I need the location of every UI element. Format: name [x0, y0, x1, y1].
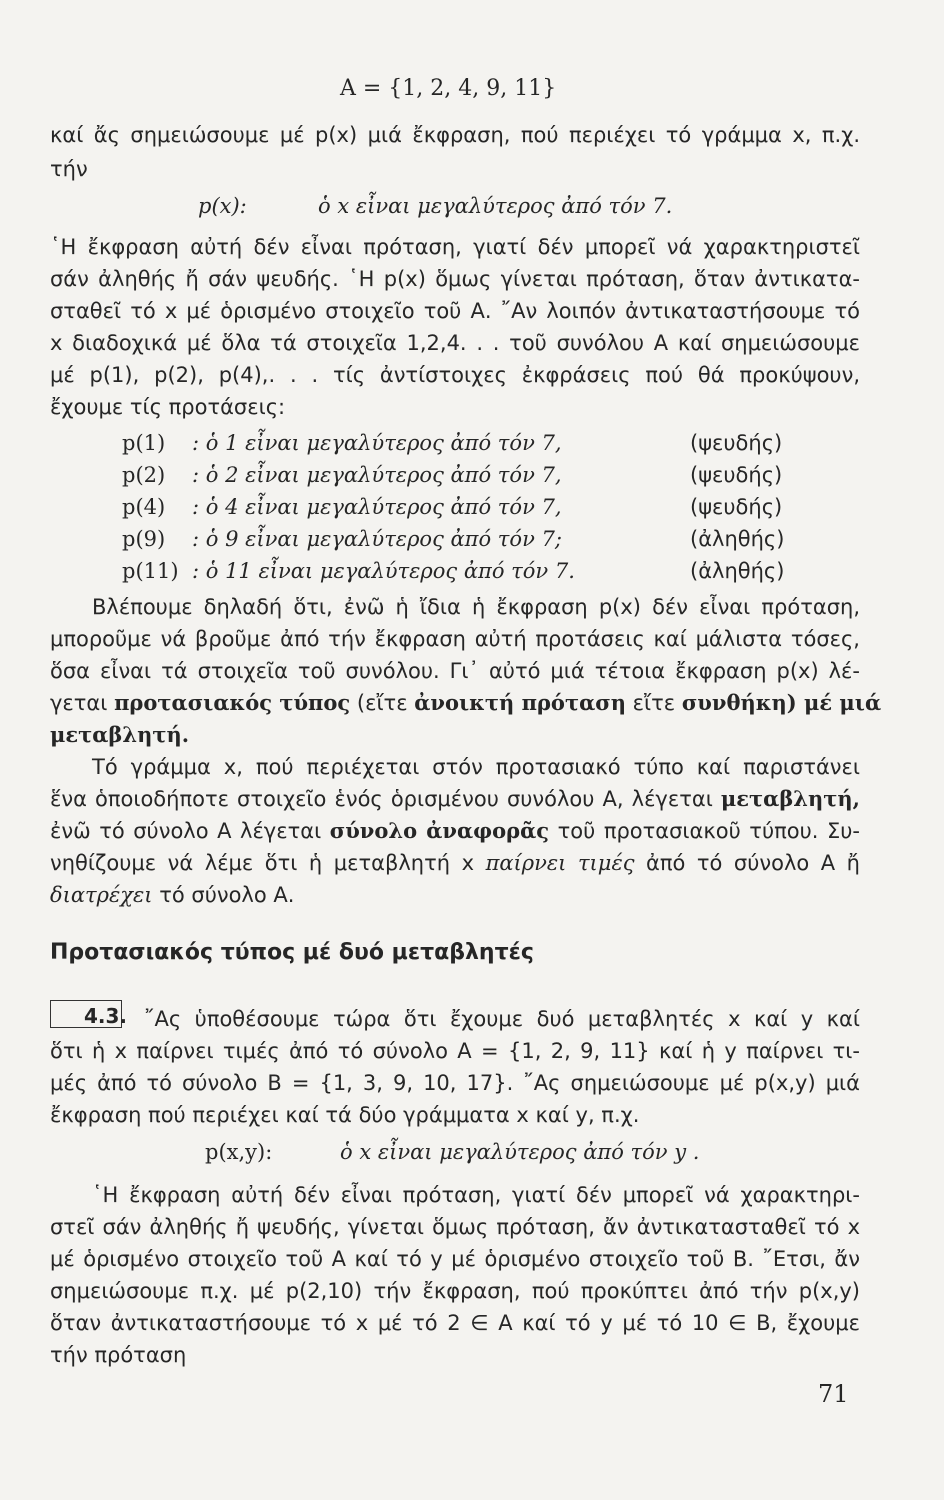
proposition-label: p(1) [122, 431, 166, 455]
term-variable: μεταβλητή, [720, 786, 860, 811]
expression-label: p(x): [198, 194, 247, 218]
text-span: εἴτε [632, 691, 676, 715]
term-variable: μεταβλητή. [50, 722, 190, 747]
text-span: γεται [50, 691, 108, 715]
paragraph-line: x διαδοχικά μέ ὅλα τά στοιχεῖα 1,2,4. . . τοῦ συνόλου Α καί σημειώσουμε [50, 331, 860, 355]
text-span: ἀπό τό σύνολο Α ἤ [646, 851, 860, 875]
paragraph-line: μέ ὁρισμένο στοιχεῖο τοῦ A καί τό y μέ ὁρισμένο στοιχεῖο τοῦ Β. ῎Ετσι, ἄν [50, 1247, 860, 1271]
paragraph-line: Βλέπουμε δηλαδή ὅτι, ἐνῶ ἡ ἴδια ἡ ἔκφραση p(x) δέν εἶναι πρόταση, [92, 595, 860, 619]
proposition-text: : ὁ 4 εἶναι μεγαλύτερος ἀπό τόν 7, [192, 495, 562, 519]
text-span: τοῦ προτασιακοῦ τύπου. Συ- [557, 819, 860, 843]
paragraph-line: ὅτι ἡ x παίρνει τιμές ἀπό τό σύνολο A = {1, 2, 9, 11} καί ἡ y παίρνει τι- [50, 1039, 860, 1063]
proposition-label: p(2) [122, 463, 166, 487]
proposition-label: p(9) [122, 527, 166, 551]
paragraph-line: ῾Η ἔκφραση αὐτή δέν εἶναι πρόταση, γιατί δέν μπορεῖ νά χαρακτηρι- [92, 1183, 860, 1207]
paragraph-line [50, 880, 294, 910]
truth-value: (ἀληθής) [690, 527, 785, 551]
paragraph-line: ῎Ας ὑποθέσουμε τώρα ὅτι ἔχουμε δυό μεταβλητές x καί y καί [144, 1007, 860, 1031]
paragraph-line: τήν πρόταση [50, 1343, 187, 1367]
expression-label: p(x,y): [205, 1140, 273, 1164]
paragraph-line: σταθεῖ τό x μέ ὁρισμένο στοιχεῖο τοῦ Α. ῎Αν λοιπόν ἀντικαταστήσουμε τό [50, 299, 860, 323]
proposition-label: p(4) [122, 495, 166, 519]
text-span: (εἴτε [356, 691, 408, 715]
paragraph-line: ὅταν ἀντικαταστήσουμε τό x μέ τό 2 ∈ A καί τό y μέ τό 10 ∈ B, ἔχουμε [50, 1311, 860, 1335]
paragraph-line: σάν ἀληθής ἤ σάν ψευδής. ῾Η p(x) ὅμως γίνεται πρόταση, ὅταν ἀντικατα- [50, 267, 860, 291]
truth-value: (ψευδής) [690, 495, 783, 519]
paragraph-line: ἔκφραση πού περιέχει καί τά δύο γράμματα x καί y, π.χ. [50, 1103, 640, 1127]
truth-value: (ψευδής) [690, 431, 783, 455]
proposition-text: : ὁ 9 εἶναι μεγαλύτερος ἀπό τόν 7; [192, 527, 562, 551]
paragraph-line: στεῖ σάν ἀληθής ἤ ψευδής, γίνεται ὅμως πρόταση, ἄν ἀντικατασταθεῖ τό x [50, 1215, 860, 1239]
italic-phrase: παίρνει τιμές [485, 851, 635, 875]
paragraph-line [50, 848, 860, 878]
truth-value: (ἀληθής) [690, 559, 785, 583]
paragraph-line: μέ p(1), p(2), p(4),. . . τίς ἀντίστοιχες ἐκφράσεις πού θά προκύψουν, [50, 363, 860, 387]
paragraph-line [50, 688, 882, 718]
paragraph-line: ὅσα εἶναι τά στοιχεῖα τοῦ συνόλου. Γι᾽ αὐτό μιά τέτοια ἔκφραση p(x) λέ- [50, 659, 860, 683]
proposition-label: p(11) [122, 559, 179, 583]
proposition-text: : ὁ 1 εἶναι μεγαλύτερος ἀπό τόν 7, [192, 431, 562, 455]
paragraph-line: μποροῦμε νά βροῦμε ἀπό τήν ἔκφραση αὐτή προτάσεις καί μάλιστα τόσες, [50, 627, 860, 651]
text-span: νηθίζουμε νά λέμε ὅτι ἡ μεταβλητή x [50, 851, 475, 875]
paragraph-line [50, 784, 860, 814]
set-definition: A = {1, 2, 4, 9, 11} [340, 76, 557, 101]
paragraph-line: μές ἀπό τό σύνολο B = {1, 3, 9, 10, 17}. ῎Ας σημειώσουμε μέ p(x,y) μιά [50, 1071, 860, 1095]
proposition-text: : ὁ 2 εἶναι μεγαλύτερος ἀπό τόν 7, [192, 463, 562, 487]
text-span: τό σύνολο Α. [159, 883, 295, 907]
text-span: ἐνῶ τό σύνολο Α λέγεται [50, 819, 322, 843]
expression-text: ὁ x εἶναι μεγαλύτερος ἀπό τόν 7. [318, 194, 673, 218]
paragraph-line: ἔχουμε τίς προτάσεις: [50, 395, 286, 419]
term-condition: συνθήκη) μέ μιά [681, 690, 882, 715]
term-reference-set: σύνολο ἀναφορᾶς [329, 818, 550, 843]
paragraph-line: σημειώσουμε π.χ. μέ p(2,10) τήν ἔκφραση, πού προκύπτει ἀπό τήν p(x,y) [50, 1279, 860, 1303]
term-propositional-formula: προτασιακός τύπος [114, 690, 351, 715]
page-number: 71 [818, 1380, 849, 1408]
term-open-sentence: ἀνοικτή πρόταση [414, 690, 626, 715]
proposition-text: : ὁ 11 εἶναι μεγαλύτερος ἀπό τόν 7. [192, 559, 575, 583]
section-number: 4.3. [84, 1004, 128, 1028]
text-span: ἕνα ὁποιοδήποτε στοιχεῖο ἑνός ὁρισμένου συνόλου Α, λέγεται [50, 787, 713, 811]
expression-text: ὁ x εἶναι μεγαλύτερος ἀπό τόν y . [340, 1140, 700, 1164]
truth-value: (ψευδής) [690, 463, 783, 487]
italic-phrase: διατρέχει [50, 883, 153, 907]
paragraph-line: καί ἄς σημειώσουμε μέ p(x) μιά ἔκφραση, πού περιέχει τό γράμμα x, π.χ. [50, 123, 860, 147]
section-heading: Προτασιακός τύπος μέ δυό μεταβλητές [50, 940, 534, 965]
paragraph-line: τήν [50, 157, 88, 181]
paragraph-line: ῾Η ἔκφραση αὐτή δέν εἶναι πρόταση, γιατί δέν μπορεῖ νά χαρακτηριστεῖ [50, 235, 860, 259]
paragraph-line [50, 816, 860, 846]
paragraph-line: Τό γράμμα x, πού περιέχεται στόν προτασιακό τύπο καί παριστάνει [92, 755, 860, 779]
